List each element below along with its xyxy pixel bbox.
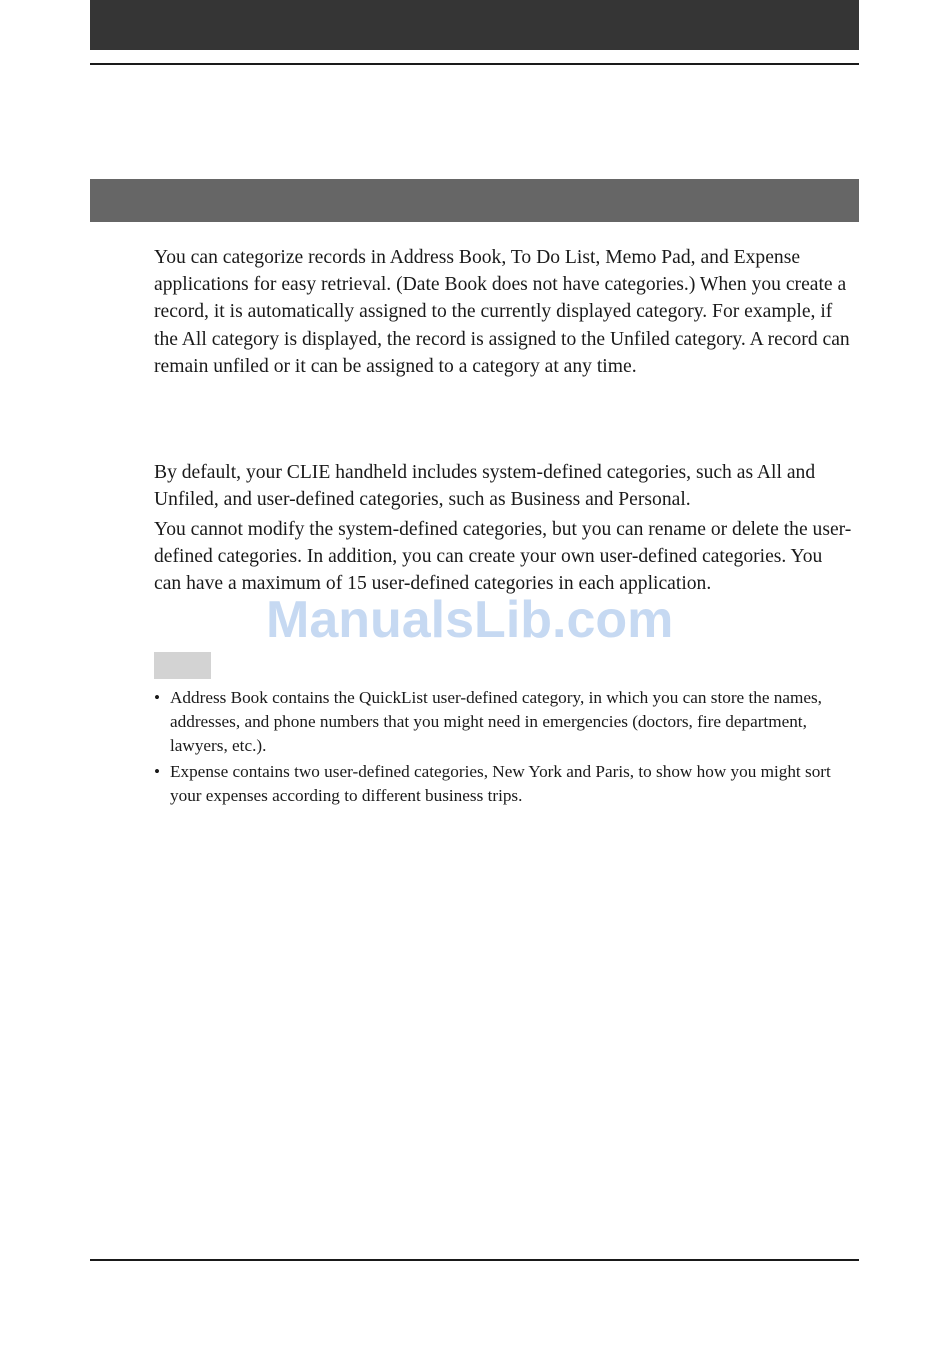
header-bar [90, 0, 859, 50]
note-text: Expense contains two user-defined categories, New York and Paris, to show how you might sort your expenses according to different business trips. [170, 762, 831, 805]
bullet-icon: • [154, 688, 161, 707]
body-paragraph-3: You cannot modify the system-defined categories, but you can rename or delete the user-defined categories. In addition, you can create your own user-defined categories. You can have a maximum of 15 user-defined categories in each application. [154, 519, 852, 595]
body-paragraph-2: By default, your CLIE handheld includes system-defined categories, such as All and Unfiled, and user-defined categories, such as Business and Personal. [154, 462, 816, 511]
note-list [154, 686, 854, 810]
list-item [154, 686, 854, 758]
body-paragraph-1: You can categorize records in Address Book, To Do List, Memo Pad, and Expense applications for easy retrieval. (Date Book does not have categories.) When you create a record, it is automatically assigned to the currently displayed category. For example, if the All category is displayed, the record is assigned to the Unfiled category. A record can remain unfiled or it can be assigned to a category at any time. [154, 247, 850, 377]
footer-rule [90, 1259, 859, 1261]
section-heading-bar [90, 179, 859, 222]
note-label-box [154, 652, 211, 679]
list-item [154, 760, 854, 808]
watermark-logo: ManualsLib.com [266, 591, 674, 649]
header-rule [90, 63, 859, 65]
note-text: Address Book contains the QuickList user-defined category, in which you can store the names, addresses, and phone numbers that you might need in emergencies (doctors, fire department, lawyers, etc.). [170, 688, 822, 755]
bullet-icon: • [154, 762, 161, 781]
